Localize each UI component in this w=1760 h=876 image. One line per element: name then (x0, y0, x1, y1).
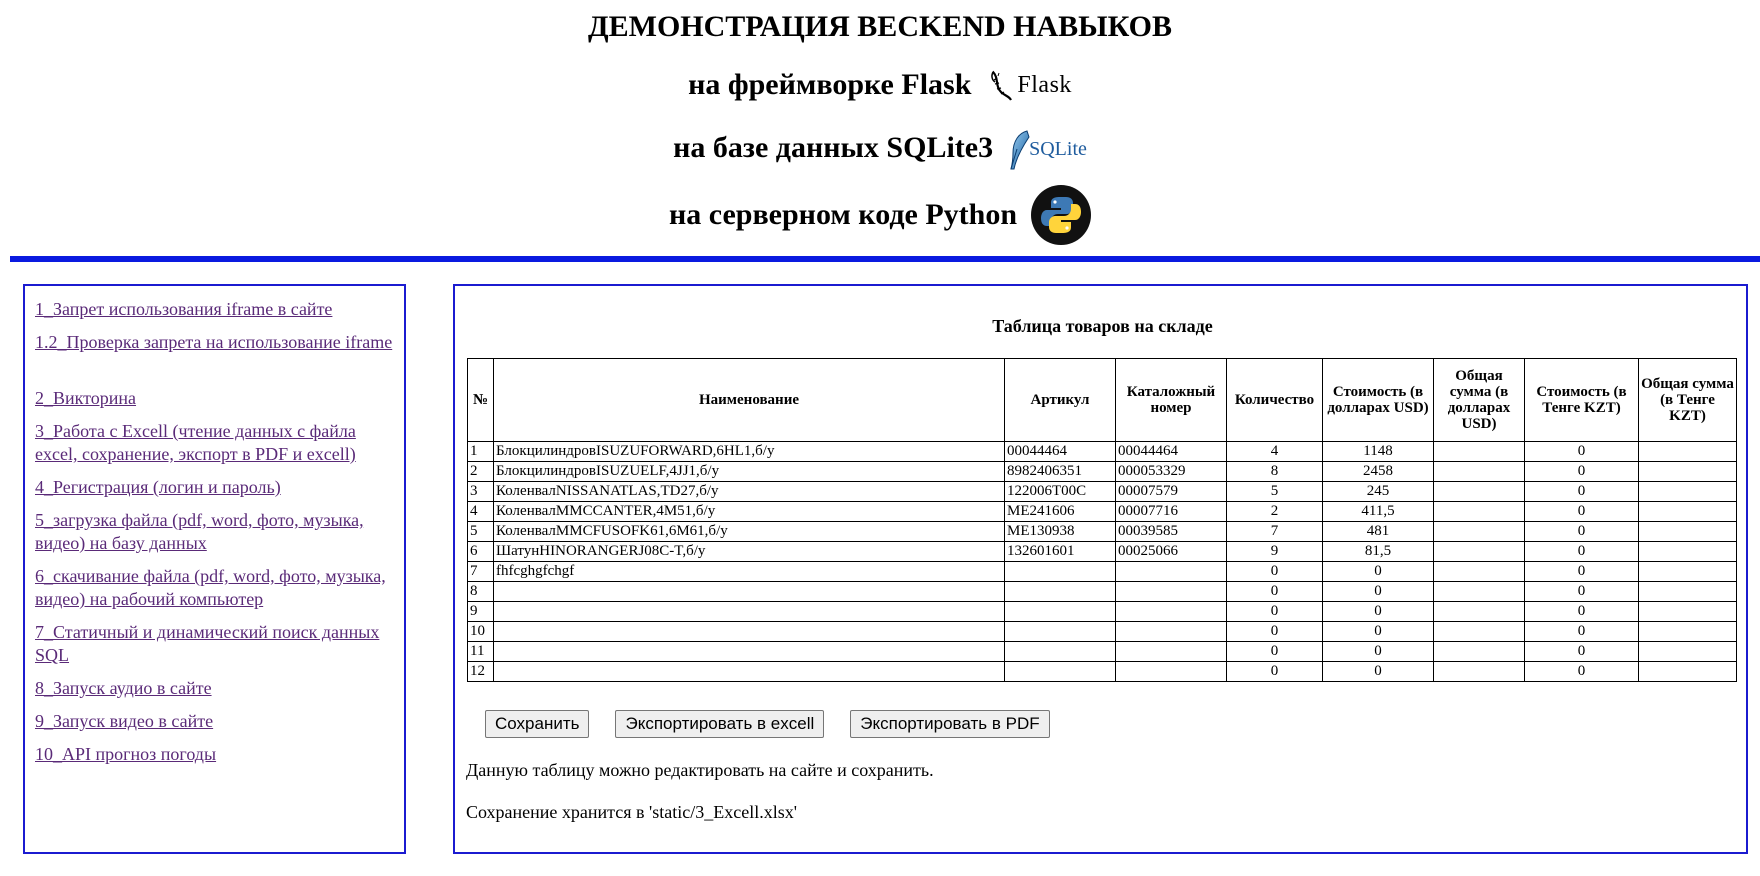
cell-total-usd[interactable] (1434, 662, 1525, 682)
table-row (468, 622, 1737, 642)
cell-article[interactable]: 132601601 (1005, 542, 1116, 562)
cell-total-kzt[interactable] (1639, 582, 1737, 602)
table-title: Таблица товаров на складе (992, 316, 1213, 336)
nav-item (35, 298, 395, 321)
nav-link-iframe-check[interactable]: 1.2_Проверка запрета на использование iframe (35, 332, 393, 352)
cell-price-kzt[interactable]: 0 (1525, 522, 1639, 542)
cell-quantity[interactable]: 0 (1227, 602, 1323, 622)
nav-link-quiz[interactable]: 2_Викторина (35, 388, 137, 408)
cell-price-kzt[interactable]: 0 (1525, 622, 1639, 642)
cell-name[interactable] (494, 662, 1005, 682)
table-row (468, 542, 1737, 562)
cell-number: 8 (468, 582, 494, 602)
cell-price-usd[interactable]: 0 (1323, 662, 1434, 682)
cell-price-kzt[interactable]: 0 (1525, 562, 1639, 582)
col-header-quantity: Количество (1227, 359, 1323, 442)
col-header-total-kzt: Общая сумма (в Тенге KZT) (1639, 359, 1737, 442)
flask-line: на фреймворке Flask (688, 68, 972, 101)
nav-link-upload[interactable]: 5_загрузка файла (pdf, word, фото, музыка, видео) на базу данных (35, 510, 364, 553)
sqlite-line: на базе данных SQLite3 (673, 131, 994, 164)
cell-price-kzt[interactable]: 0 (1525, 662, 1639, 682)
cell-article[interactable] (1005, 662, 1116, 682)
cell-number: 6 (468, 542, 494, 562)
cell-article[interactable] (1005, 602, 1116, 622)
table-row (468, 522, 1737, 542)
cell-quantity[interactable]: 2 (1227, 502, 1323, 522)
table-row (468, 502, 1737, 522)
cell-total-kzt[interactable] (1639, 522, 1737, 542)
flask-horn-icon (989, 68, 1015, 102)
cell-article[interactable]: ME130938 (1005, 522, 1116, 542)
cell-total-usd[interactable] (1434, 622, 1525, 642)
cell-article[interactable]: 00044464 (1005, 442, 1116, 462)
sqlite-row (0, 125, 1760, 171)
cell-quantity[interactable]: 9 (1227, 542, 1323, 562)
cell-total-usd[interactable] (1434, 562, 1525, 582)
nav-link-excel[interactable]: 3_Работа с Excell (чтение данных с файла excel, сохранение, экспорт в PDF и excell) (35, 421, 356, 464)
sqlite-logo (1007, 125, 1087, 171)
cell-price-usd[interactable]: 2458 (1323, 462, 1434, 482)
editable-note: Данную таблицу можно редактировать на сайте и сохранить. (466, 760, 934, 780)
cell-name[interactable] (494, 642, 1005, 662)
cell-price-usd[interactable]: 81,5 (1323, 542, 1434, 562)
cell-quantity[interactable]: 0 (1227, 582, 1323, 602)
cell-number: 2 (468, 462, 494, 482)
nav-link-weather-api[interactable]: 10_API прогноз погоды (35, 744, 217, 764)
cell-number: 1 (468, 442, 494, 462)
python-logo-icon (1031, 185, 1091, 245)
table-row (468, 582, 1737, 602)
cell-number: 7 (468, 562, 494, 582)
nav-link-audio[interactable]: 8_Запуск аудио в сайте (35, 678, 212, 698)
table-header-row (468, 359, 1737, 442)
cell-catalog[interactable] (1116, 582, 1227, 602)
cell-total-usd[interactable] (1434, 502, 1525, 522)
cell-price-kzt[interactable]: 0 (1525, 642, 1639, 662)
cell-price-usd[interactable]: 0 (1323, 622, 1434, 642)
nav-item (35, 476, 395, 499)
cell-quantity[interactable]: 0 (1227, 662, 1323, 682)
cell-total-kzt[interactable] (1639, 662, 1737, 682)
col-header-name: Наименование (494, 359, 1005, 442)
cell-number: 11 (468, 642, 494, 662)
nav-item (35, 565, 395, 611)
col-header-number: № (468, 359, 494, 442)
cell-price-usd[interactable]: 0 (1323, 602, 1434, 622)
cell-price-usd[interactable]: 0 (1323, 562, 1434, 582)
cell-price-kzt[interactable]: 0 (1525, 462, 1639, 482)
cell-catalog[interactable]: 00007716 (1116, 502, 1227, 522)
cell-price-usd[interactable]: 245 (1323, 482, 1434, 502)
cell-total-kzt[interactable] (1639, 642, 1737, 662)
cell-name[interactable] (494, 602, 1005, 622)
cell-number: 10 (468, 622, 494, 642)
export-pdf-button[interactable]: Экспортировать в PDF (850, 710, 1049, 738)
cell-total-usd[interactable] (1434, 442, 1525, 462)
cell-total-usd[interactable] (1434, 582, 1525, 602)
cell-total-usd[interactable] (1434, 462, 1525, 482)
cell-article[interactable]: ME241606 (1005, 502, 1116, 522)
nav-link-iframe-ban[interactable]: 1_Запрет использования iframe в сайте (35, 299, 333, 319)
flask-row (0, 65, 1760, 105)
cell-number: 4 (468, 502, 494, 522)
table-row (468, 482, 1737, 502)
nav-link-registration[interactable]: 4_Регистрация (логин и пароль) (35, 477, 281, 497)
cell-total-kzt[interactable] (1639, 562, 1737, 582)
cell-catalog[interactable]: 00025066 (1116, 542, 1227, 562)
cell-total-kzt[interactable] (1639, 502, 1737, 522)
cell-catalog[interactable]: 00039585 (1116, 522, 1227, 542)
cell-quantity[interactable]: 0 (1227, 562, 1323, 582)
cell-quantity[interactable]: 7 (1227, 522, 1323, 542)
cell-article[interactable] (1005, 582, 1116, 602)
cell-quantity[interactable]: 0 (1227, 642, 1323, 662)
cell-catalog[interactable]: 000053329 (1116, 462, 1227, 482)
cell-name[interactable] (494, 582, 1005, 602)
table-row (468, 462, 1737, 482)
cell-total-kzt[interactable] (1639, 482, 1737, 502)
cell-price-kzt[interactable]: 0 (1525, 442, 1639, 462)
cell-total-usd[interactable] (1434, 522, 1525, 542)
table-actions (485, 710, 1076, 738)
cell-name[interactable]: КоленвалMMCCANTER,4M51,б/у (494, 502, 1005, 522)
cell-price-usd[interactable]: 411,5 (1323, 502, 1434, 522)
cell-price-usd[interactable]: 0 (1323, 642, 1434, 662)
page-title-row (0, 7, 1760, 47)
cell-name[interactable]: БлокцилиндровISUZUELF,4JJ1,б/у (494, 462, 1005, 482)
cell-name[interactable]: fhfcghgfchgf (494, 562, 1005, 582)
nav-item (35, 743, 395, 766)
cell-price-usd[interactable]: 0 (1323, 582, 1434, 602)
col-header-total-usd: Общая сумма (в долларах USD) (1434, 359, 1525, 442)
export-excel-button[interactable]: Экспортировать в excell (615, 710, 824, 738)
cell-price-kzt[interactable]: 0 (1525, 582, 1639, 602)
cell-total-usd[interactable] (1434, 482, 1525, 502)
nav-item (35, 621, 395, 667)
cell-total-kzt[interactable] (1639, 542, 1737, 562)
col-header-price-usd: Стоимость (в долларах USD) (1323, 359, 1434, 442)
col-header-article: Артикул (1005, 359, 1116, 442)
cell-total-kzt[interactable] (1639, 442, 1737, 462)
cell-article[interactable]: 122006T00C (1005, 482, 1116, 502)
nav-item (35, 420, 395, 466)
cell-catalog[interactable]: 00044464 (1116, 442, 1227, 462)
table-row (468, 442, 1737, 462)
nav-item (35, 509, 395, 555)
python-line: на серверном коде Python (668, 198, 1018, 231)
main-panel (453, 284, 1748, 854)
cell-catalog[interactable] (1116, 642, 1227, 662)
python-row (0, 185, 1760, 245)
cell-number: 3 (468, 482, 494, 502)
goods-table (467, 358, 1737, 682)
nav-link-sql-search[interactable]: 7_Статичный и динамический поиск данных SQL (35, 622, 380, 665)
nav-item (35, 387, 395, 410)
cell-catalog[interactable] (1116, 602, 1227, 622)
cell-name[interactable]: КоленвалMMCFUSOFK61,6M61,б/у (494, 522, 1005, 542)
cell-price-kzt[interactable]: 0 (1525, 482, 1639, 502)
cell-catalog[interactable]: 00007579 (1116, 482, 1227, 502)
cell-total-kzt[interactable] (1639, 622, 1737, 642)
col-header-price-kzt: Стоимость (в Тенге KZT) (1525, 359, 1639, 442)
nav-link-video[interactable]: 9_Запуск видео в сайте (35, 711, 214, 731)
cell-quantity[interactable]: 4 (1227, 442, 1323, 462)
save-location-note: Сохранение хранится в 'static/3_Excell.xlsx' (466, 802, 797, 822)
nav-item (35, 331, 395, 354)
cell-article[interactable]: 8982406351 (1005, 462, 1116, 482)
cell-number: 5 (468, 522, 494, 542)
sidebar-nav (23, 284, 406, 854)
cell-price-usd[interactable]: 1148 (1323, 442, 1434, 462)
table-row (468, 602, 1737, 622)
table-row (468, 662, 1737, 682)
cell-name[interactable]: КоленвалNISSANATLAS,TD27,б/у (494, 482, 1005, 502)
sqlite-logo-text: SQLite (1029, 138, 1087, 160)
cell-catalog[interactable] (1116, 622, 1227, 642)
cell-name[interactable]: БлокцилиндровISUZUFORWARD,6HL1,б/у (494, 442, 1005, 462)
nav-item (35, 710, 395, 733)
cell-quantity[interactable]: 0 (1227, 622, 1323, 642)
cell-total-usd[interactable] (1434, 642, 1525, 662)
cell-price-kzt[interactable]: 0 (1525, 542, 1639, 562)
cell-number: 12 (468, 662, 494, 682)
cell-catalog[interactable] (1116, 662, 1227, 682)
cell-quantity[interactable]: 5 (1227, 482, 1323, 502)
header-divider (10, 256, 1760, 262)
cell-price-kzt[interactable]: 0 (1525, 602, 1639, 622)
col-header-catalog: Каталожный номер (1116, 359, 1227, 442)
cell-catalog[interactable] (1116, 562, 1227, 582)
nav-link-download[interactable]: 6_скачивание файла (pdf, word, фото, музыка, видео) на рабочий компьютер (35, 566, 386, 609)
cell-total-kzt[interactable] (1639, 602, 1737, 622)
nav-item (35, 677, 395, 700)
save-button[interactable]: Сохранить (485, 710, 589, 738)
page-header (0, 0, 1760, 256)
table-row (468, 562, 1737, 582)
cell-article[interactable] (1005, 622, 1116, 642)
cell-price-usd[interactable]: 481 (1323, 522, 1434, 542)
cell-total-kzt[interactable] (1639, 462, 1737, 482)
cell-name[interactable]: ШатунHINORANGERJ08C-T,б/у (494, 542, 1005, 562)
cell-article[interactable] (1005, 642, 1116, 662)
flask-logo-text: Flask (1017, 72, 1072, 98)
cell-number: 9 (468, 602, 494, 622)
cell-total-usd[interactable] (1434, 542, 1525, 562)
cell-price-kzt[interactable]: 0 (1525, 502, 1639, 522)
cell-total-usd[interactable] (1434, 602, 1525, 622)
cell-article[interactable] (1005, 562, 1116, 582)
cell-name[interactable] (494, 622, 1005, 642)
table-row (468, 642, 1737, 662)
cell-quantity[interactable]: 8 (1227, 462, 1323, 482)
flask-logo (989, 65, 1072, 105)
page-title: ДЕМОНСТРАЦИЯ BECKEND НАВЫКОВ (588, 10, 1172, 43)
